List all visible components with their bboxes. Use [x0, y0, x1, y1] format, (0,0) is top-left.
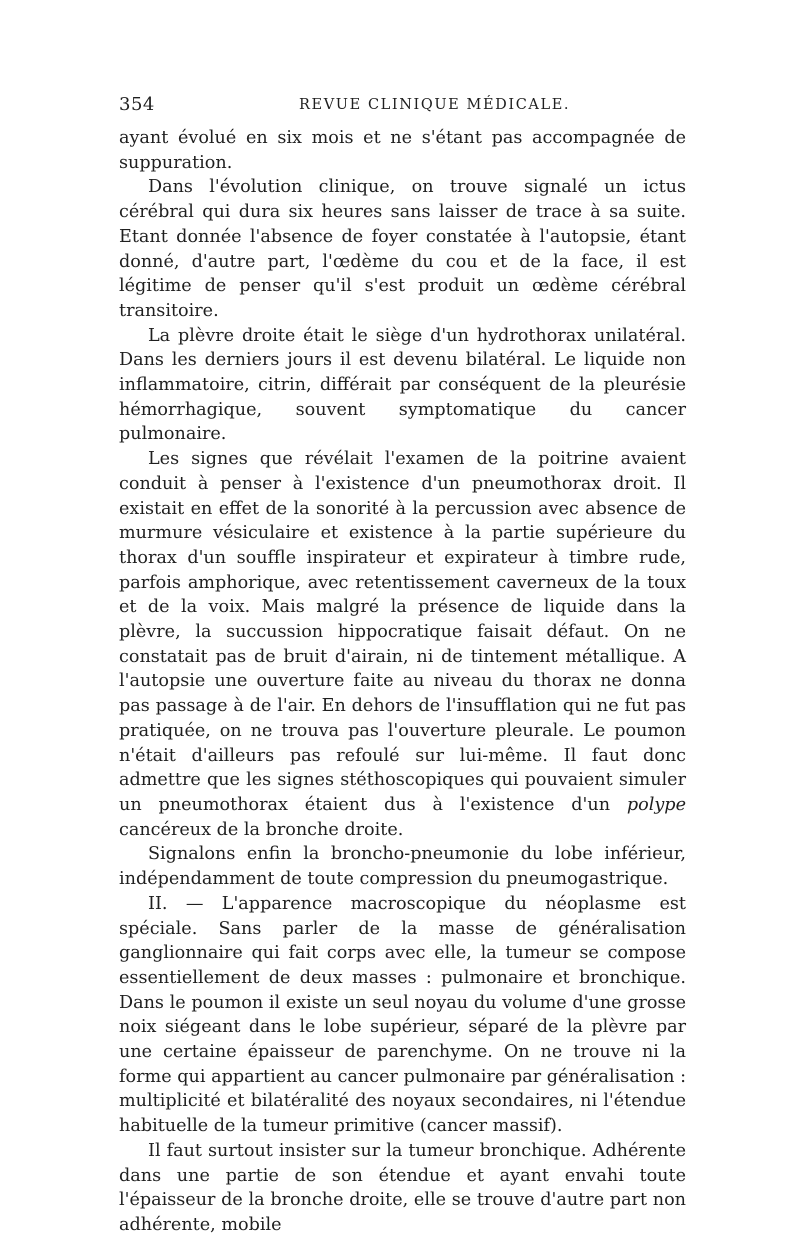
page: [119, 94, 686, 1238]
paragraph-tumeur-bronchique: Il faut surtout insister sur la tumeur bronchique. Adhérente dans une partie de son étendue et ayant envahi toute l'épaisseur de la bronche droite, elle se trouve d'autre part non adhérente, mobile: [119, 1140, 686, 1235]
paragraph-section-ii: II. — L'apparence macroscopique du néoplasme est spéciale. Sans parler de la masse de généralisation ganglionnaire qui fait corps avec elle, la tumeur se compose essentiellement de deux masses : pulmonaire et bronchique. Dans le poumon il existe un seul noyau du volume d'une grosse noix siégeant dans le lobe supérieur, séparé de la plèvre par une certaine épaisseur de parenchyme. On ne trouve ni la forme qui appartient au cancer pulmonaire par généralisation : multiplicité et bilatéralité des noyaux secondaires, ni l'étendue habituelle de la tumeur primitive (cancer massif).: [119, 893, 686, 1137]
paragraph-ictus-cerebral: Dans l'évolution clinique, on trouve signalé un ictus cérébral qui dura six heures sans laisser de trace à sa suite. Etant donnée l'absence de foyer constatée à l'autopsie, étant donné, d'autre part, l'œdème du cou et de la face, il est légitime de penser qu'il s'est produit un œdème cérébral transitoire.: [119, 177, 686, 321]
page-number: 354: [119, 94, 155, 115]
emphasis-polype: polype: [626, 794, 686, 815]
article-body: [119, 126, 686, 1238]
journal-title: REVUE CLINIQUE MÉDICALE.: [299, 97, 571, 113]
paragraph-text-end: cancéreux de la bronche droite.: [119, 819, 404, 840]
paragraph-continuation: ayant évolué en six mois et ne s'étant pas accompagnée de suppuration.: [119, 128, 686, 173]
paragraph-text-start: Les signes que révélait l'examen de la poitrine avaient conduit à penser à l'existence d'un pneumothorax droit. Il existait en effet de la sonorité à la percussion avec absence de murmure vésiculaire et existence à la partie supérieure du thorax d'un souffle inspirateur et expirateur à timbre rude, parfois amphorique, avec retentissement caverneux de la toux et de la voix. Mais malgré la présence de liquide dans la plèvre, la succussion hippocratique faisait défaut. On ne constatait pas de bruit d'airain, ni de tintement métallique. A l'autopsie une ouverture faite au niveau du thorax ne donna pas passage à de l'air. En dehors de l'insufflation qui ne fut pas pratiquée, on ne trouva pas l'ouverture pleurale. Le poumon n'était d'ailleurs pas refoulé sur lui-même. Il faut donc admettre que les signes stéthoscopiques qui pouvaient simuler un pneumothorax étaient dus à l'existence d'un: [119, 449, 686, 815]
running-head: [119, 94, 686, 120]
paragraph-hydrothorax: La plèvre droite était le siège d'un hydrothorax unilatéral. Dans les derniers jours il est devenu bilatéral. Le liquide non inflammatoire, citrin, différait par conséquent de la pleurésie hémorrhagique, souvent symptomatique du cancer pulmonaire.: [119, 325, 686, 445]
paragraph-broncho-pneumonie: Signalons enfin la broncho-pneumonie du lobe inférieur, indépendamment de toute compression du pneumogastrique.: [119, 844, 686, 890]
paragraph-pneumothorax-signs: [119, 447, 686, 842]
